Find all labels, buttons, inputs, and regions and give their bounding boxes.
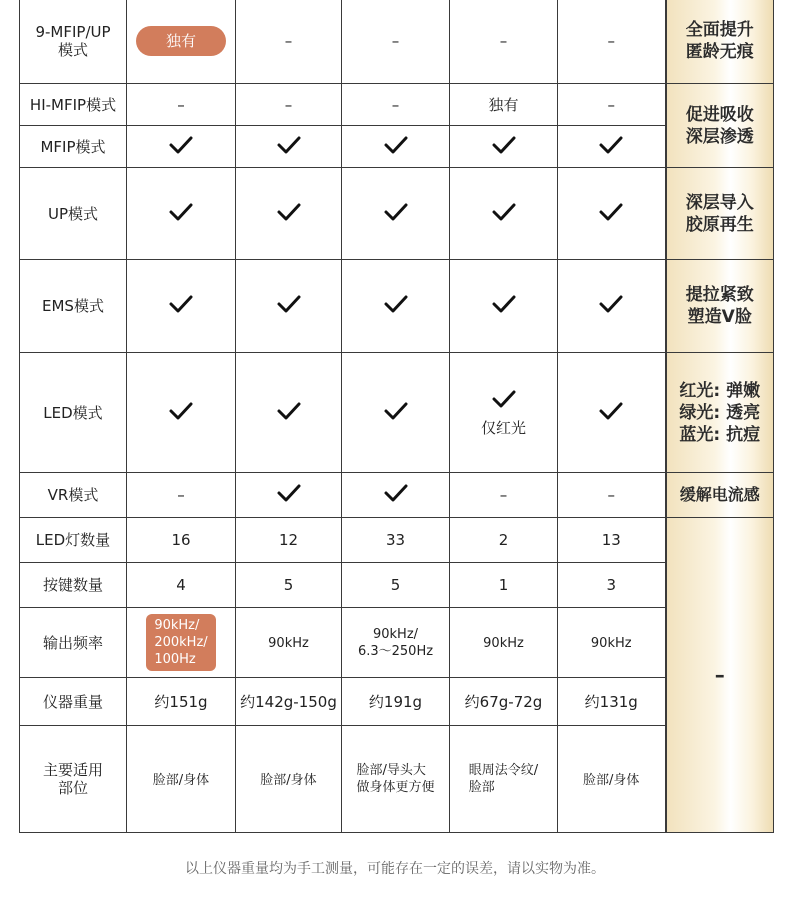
table-cell (450, 608, 558, 678)
row-label: HI-MFIP模式 (20, 84, 127, 126)
cell-value: – (177, 486, 185, 504)
cell-value: 33 (385, 531, 406, 549)
check-icon (383, 401, 409, 421)
table-cell (450, 353, 558, 473)
table-cell (342, 168, 450, 260)
benefit-cell: 促进吸收 深层渗透 (666, 84, 774, 168)
row-label: LED灯数量 (20, 518, 127, 563)
table-row (20, 726, 774, 833)
row-label: 9-MFIP/UP 模式 (20, 0, 127, 84)
table-row (20, 353, 774, 473)
cell-value: 2 (498, 531, 509, 549)
table-cell (450, 726, 558, 833)
table-cell (127, 473, 236, 518)
table-cell (450, 518, 558, 563)
table-cell (342, 608, 450, 678)
cell-value: 90kHz (590, 636, 632, 651)
check-icon (598, 401, 624, 421)
row-label: 按键数量 (20, 563, 127, 608)
check-icon (491, 389, 517, 409)
cell-note: 仅红光 (480, 418, 526, 437)
table-cell (236, 518, 342, 563)
table-cell (127, 84, 236, 126)
cell-value: 约191g (368, 692, 423, 711)
table-cell (342, 84, 450, 126)
table-cell (450, 678, 558, 726)
table-cell (127, 353, 236, 473)
cell-value: 3 (606, 576, 617, 594)
check-icon (598, 294, 624, 314)
check-icon (276, 401, 302, 421)
cell-value: – (284, 32, 293, 50)
table-cell (342, 353, 450, 473)
cell-value: 90kHz/ 6.3～250Hz (357, 626, 434, 659)
table-cell (127, 678, 236, 726)
table-cell (342, 260, 450, 353)
table-cell (450, 126, 558, 168)
check-icon (276, 294, 302, 314)
table-cell (450, 473, 558, 518)
check-icon (383, 202, 409, 222)
table-row (20, 608, 774, 678)
cell-value: 约142g-150g (240, 692, 337, 711)
table-cell (558, 678, 666, 726)
check-icon (491, 202, 517, 222)
row-label: 仪器重量 (20, 678, 127, 726)
table-cell (127, 0, 236, 84)
table-cell (127, 260, 236, 353)
cell-value: – (499, 32, 508, 50)
cell-value: 脸部/身体 (260, 772, 317, 788)
cell-value: 5 (390, 576, 401, 594)
benefit-cell: 红光: 弹嫩 绿光: 透亮 蓝光: 抗痘 (666, 353, 774, 473)
table-cell (127, 726, 236, 833)
check-icon (383, 135, 409, 155)
table-cell (127, 563, 236, 608)
cell-value: 16 (171, 531, 191, 549)
table-row (20, 518, 774, 563)
row-label: 输出频率 (20, 608, 127, 678)
cell-value: 13 (601, 531, 621, 549)
table-cell (127, 168, 236, 260)
table-cell (236, 473, 342, 518)
table-row (20, 126, 774, 168)
table-cell (236, 126, 342, 168)
table-row (20, 0, 774, 84)
check-icon (276, 135, 302, 155)
table-cell (236, 0, 342, 84)
table-cell (558, 84, 666, 126)
table-cell (558, 168, 666, 260)
cell-value: – (391, 95, 400, 114)
highlight-value: 90kHz/ 200kHz/ 100Hz (146, 614, 215, 671)
row-label: MFIP模式 (20, 126, 127, 168)
row-label: VR模式 (20, 473, 127, 518)
cell-value: – (499, 486, 508, 504)
cell-value: 1 (498, 576, 509, 594)
check-icon (491, 135, 517, 155)
table-cell (342, 473, 450, 518)
table-cell (450, 0, 558, 84)
check-icon (598, 202, 624, 222)
benefit-cell: 全面提升 匿龄无痕 (666, 0, 774, 84)
table-row (20, 473, 774, 518)
cell-value: – (284, 95, 293, 114)
benefit-cell: 深层导入 胶原再生 (666, 168, 774, 260)
table-cell (558, 608, 666, 678)
cell-value: 90kHz (483, 636, 524, 651)
cell-value: 90kHz (268, 636, 309, 651)
table-cell (342, 0, 450, 84)
table-row (20, 678, 774, 726)
table-cell (236, 726, 342, 833)
table-cell (236, 260, 342, 353)
table-row (20, 563, 774, 608)
cell-value: 脸部/身体 (152, 772, 210, 788)
table-cell (236, 563, 342, 608)
check-icon (598, 135, 624, 155)
check-icon (383, 483, 409, 503)
table-cell (450, 84, 558, 126)
row-label: LED模式 (20, 353, 127, 473)
check-icon (168, 401, 194, 421)
table-cell (342, 726, 450, 833)
table-cell (236, 168, 342, 260)
row-label: EMS模式 (20, 260, 127, 353)
cell-value: – (607, 486, 615, 504)
cell-value: 12 (278, 531, 299, 549)
check-icon (168, 294, 194, 314)
check-icon (168, 135, 194, 155)
table-cell (558, 260, 666, 353)
cell-value: 4 (176, 576, 186, 594)
cell-value: 约131g (584, 692, 638, 711)
table-row (20, 168, 774, 260)
table-cell (558, 473, 666, 518)
cell-value: – (607, 32, 615, 50)
table-cell (450, 168, 558, 260)
table-cell (558, 726, 666, 833)
table-cell (558, 126, 666, 168)
cell-value: – (177, 95, 185, 114)
cell-value: 脸部/导头大 做身体更方便 (356, 763, 435, 795)
check-icon (383, 294, 409, 314)
cell-value: – (607, 95, 615, 114)
check-icon (276, 202, 302, 222)
table-cell (236, 353, 342, 473)
exclusive-badge: 独有 (136, 26, 226, 56)
table-cell (236, 608, 342, 678)
check-icon (491, 294, 517, 314)
table-cell (558, 353, 666, 473)
table-cell (342, 678, 450, 726)
table-cell (127, 608, 236, 678)
table-row (20, 84, 774, 126)
benefit-cell: – (666, 518, 774, 833)
check-icon (168, 202, 194, 222)
row-label: UP模式 (20, 168, 127, 260)
cell-value: 约151g (154, 692, 208, 711)
table-cell (558, 0, 666, 84)
cell-value: 独有 (488, 95, 519, 114)
table-cell (127, 126, 236, 168)
table-cell (236, 678, 342, 726)
table-cell (236, 84, 342, 126)
table-cell (127, 518, 236, 563)
footer-note: 以上仪器重量均为手工测量，可能存在一定的误差，请以实物为准。 (185, 861, 605, 877)
row-label: 主要适用 部位 (20, 726, 127, 833)
cell-value: 脸部/身体 (583, 772, 640, 788)
cell-value: – (391, 32, 400, 50)
cell-value: 5 (283, 576, 294, 594)
table-cell (342, 518, 450, 563)
check-icon (276, 483, 302, 503)
table-cell (558, 563, 666, 608)
comparison-table (19, 0, 774, 833)
benefit-cell: 缓解电流感 (666, 473, 774, 518)
table-cell (558, 518, 666, 563)
benefit-cell: 提拉紧致 塑造V脸 (666, 260, 774, 353)
cell-value: 约67g-72g (464, 692, 543, 711)
cell-value: 眼周法令纹/ 脸部 (468, 763, 539, 795)
table-cell (450, 563, 558, 608)
table-row (20, 260, 774, 353)
table-cell (450, 260, 558, 353)
table-cell (342, 126, 450, 168)
table-cell (342, 563, 450, 608)
